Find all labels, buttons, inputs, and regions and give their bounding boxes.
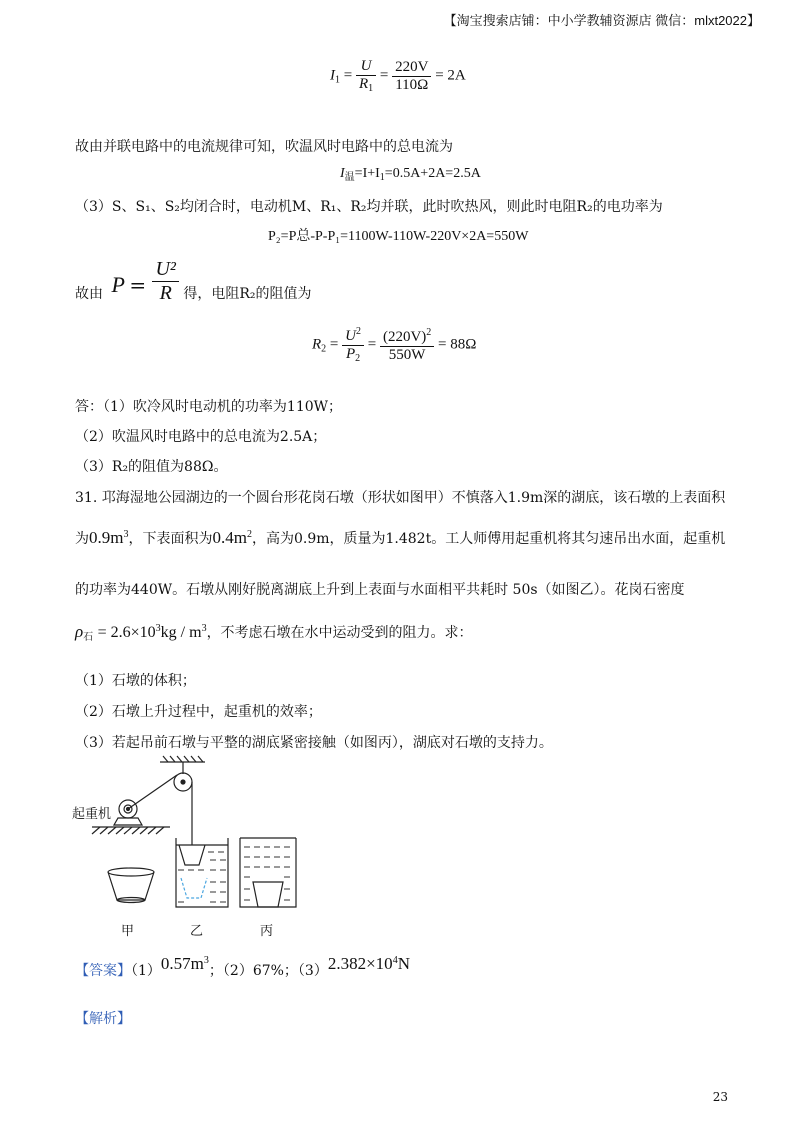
equation-r2: $R_2$ = $\frac{U^2}{P_2}$ = $\frac{(220V)^2}{550W}$ = 88Ω [312, 326, 477, 364]
q31-sub1: （1）石墩的体积； [75, 673, 196, 689]
eq-p-frac: $\frac{\text{U²}}{R}$ [152, 258, 178, 305]
label-bing: 丙 [260, 924, 274, 939]
text-line3: （3）S、S₁、S₂均闭合时，电动机M、R₁、R₂均并联，此时吹热风，则此时电阻R₂的电功率为 [75, 199, 663, 215]
text-line1: 故由并联电路中的电流规律可知，吹温风时电路中的总电流为 [75, 139, 453, 155]
label-yi: 乙 [190, 924, 204, 939]
label-jia: 甲 [121, 924, 135, 939]
equation-i1: $I_1$ = $\frac{U}{R_1}$ = $\frac{220V}{110\Omega}$ = 2A [330, 58, 466, 94]
q31-line4: $\rho_石 = 2.6\times 10^3kg / m^3$，不考虑石墩在水中运动受到的阻力。求： [75, 622, 473, 643]
figure-crane-diagram [70, 752, 310, 942]
answer-line-2: （2）吹温风时电路中的总电流为2.5A； [75, 429, 327, 445]
q31-sub2: （2）石墩上升过程中，起重机的效率； [75, 704, 322, 720]
q31-line1: 31. 邛海湿地公园湖边的一个圆台形花岗石墩（形状如图甲）不慎落入1.9m深的湖底，该石墩的上表面积 [75, 490, 726, 506]
equation-p2: P₂=P总-P-P₁=1100W-110W-220V×2A=550W [268, 229, 529, 244]
text-formula-line: 故由 P = $\frac{\text{U²}}{R}$ 得，电阻R₂的阻值为 [75, 258, 312, 304]
header-shop-text: 【淘宝搜索店铺：中小学教辅资源店 微信：mlxt2022】 [443, 13, 760, 28]
q31-sub3: （3）若起吊前石墩与平整的湖底紧密接触（如图丙），湖底对石墩的支持力。 [75, 735, 553, 751]
eq-i1-frac2: $\frac{220V}{110\Omega}$ [392, 59, 431, 94]
crane-label: 起重机 [72, 807, 112, 822]
eq-r2-frac2: $\frac{(220V)^2}{550W}$ [380, 327, 434, 364]
answer-line-3: （3）R₂的阻值为88Ω。 [75, 459, 228, 475]
analysis-tag: 【解析】 [75, 1011, 131, 1027]
answer-tag: 【答案】 [75, 963, 131, 979]
answer-line-1: 答：（1）吹冷风时电动机的功率为110W； [75, 399, 343, 415]
crane-figure-svg [70, 752, 310, 942]
eq-i1-frac1: $\frac{U}{R_1}$ [356, 58, 376, 94]
page-number: 23 [712, 1090, 728, 1104]
q31-line3: 的功率为440W。石墩从刚好脱离湖底上升到上表面与水面相平共耗时 50s（如图乙）。花岗石密度 [75, 582, 685, 598]
eq-i1-lhs: I [330, 67, 335, 84]
q31-line2: 为$0.9m^3$，下表面积为$0.4m^2$，高为0.9m，质量为1.482t。工人师傅用起重机将其匀速吊出水面，起重机 [75, 528, 726, 547]
eq-r2-frac1: $\frac{U^2}{P_2}$ [342, 326, 364, 364]
equation-total-current: $I_温=I+I_1=0.5A+2A=2.5A$ [340, 166, 481, 183]
answer-line: 【答案】$(1)0.57m^3$；（2）67%；$(3)2.382\times 10^4N$ [75, 954, 410, 979]
